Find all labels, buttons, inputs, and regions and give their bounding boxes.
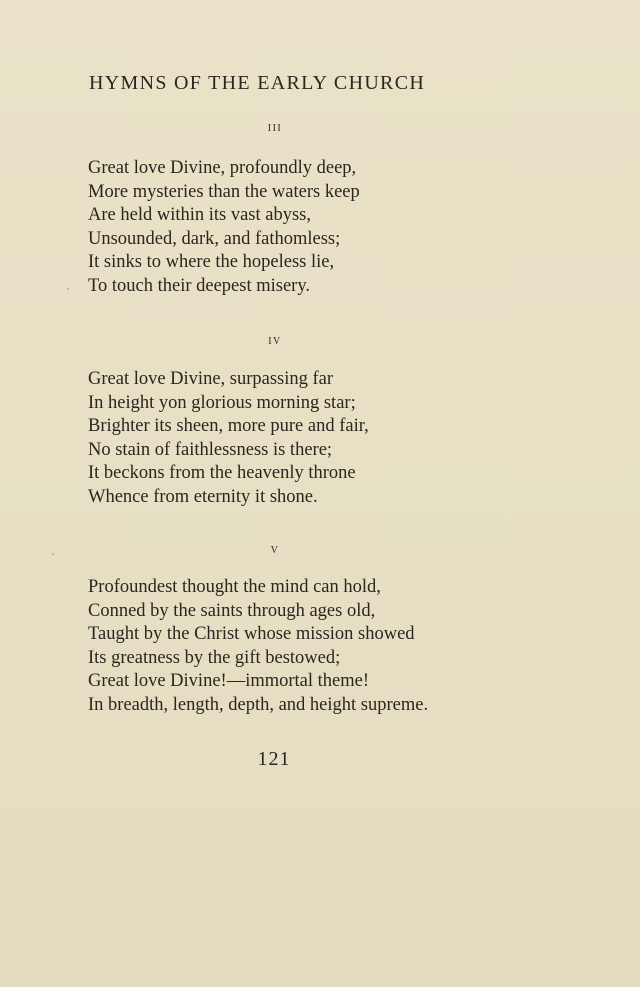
stanza-number-4: iv — [268, 333, 282, 348]
stanza-4 — [88, 368, 508, 510]
verse-line: More mysteries than the waters keep — [88, 181, 360, 202]
paper-speck — [52, 553, 54, 555]
running-head: HYMNS OF THE EARLY CHURCH — [89, 72, 426, 94]
verse-line: Unsounded, dark, and fathomless; — [88, 228, 341, 249]
page-number: 121 — [257, 748, 291, 770]
stanza-5 — [88, 576, 508, 718]
verse-line: Profoundest thought the mind can hold, — [88, 577, 381, 597]
verse-line: Great love Divine, surpassing far — [88, 369, 334, 389]
stanza-number-3: iii — [267, 120, 283, 135]
paper-speck — [67, 288, 69, 290]
verse-line: It beckons from the heavenly throne — [88, 463, 356, 484]
verse-line: To touch their deepest misery. — [88, 275, 311, 296]
verse-line: Conned by the saints through ages old, — [88, 600, 376, 621]
verse-line: Great love Divine!—immortal theme! — [88, 671, 370, 692]
verse-line: It sinks to where the hopeless lie, — [88, 252, 335, 273]
stanza-3 — [88, 157, 508, 299]
verse-line: In height yon glorious morning star; — [88, 392, 356, 413]
verse-line: In breadth, length, depth, and height supreme. — [88, 694, 429, 715]
verse-line: Are held within its vast abyss, — [88, 205, 312, 226]
verse-line: Its greatness by the gift bestowed; — [88, 647, 341, 668]
verse-line: Brighter its sheen, more pure and fair, — [88, 416, 369, 437]
verse-line: Taught by the Christ whose mission showed — [88, 624, 415, 645]
stanza-number-5: v — [270, 542, 280, 557]
verse-line: Whence from eternity it shone. — [88, 486, 318, 507]
verse-line: Great love Divine, profoundly deep, — [88, 158, 357, 178]
verse-line: No stain of faithlessness is there; — [88, 439, 333, 460]
